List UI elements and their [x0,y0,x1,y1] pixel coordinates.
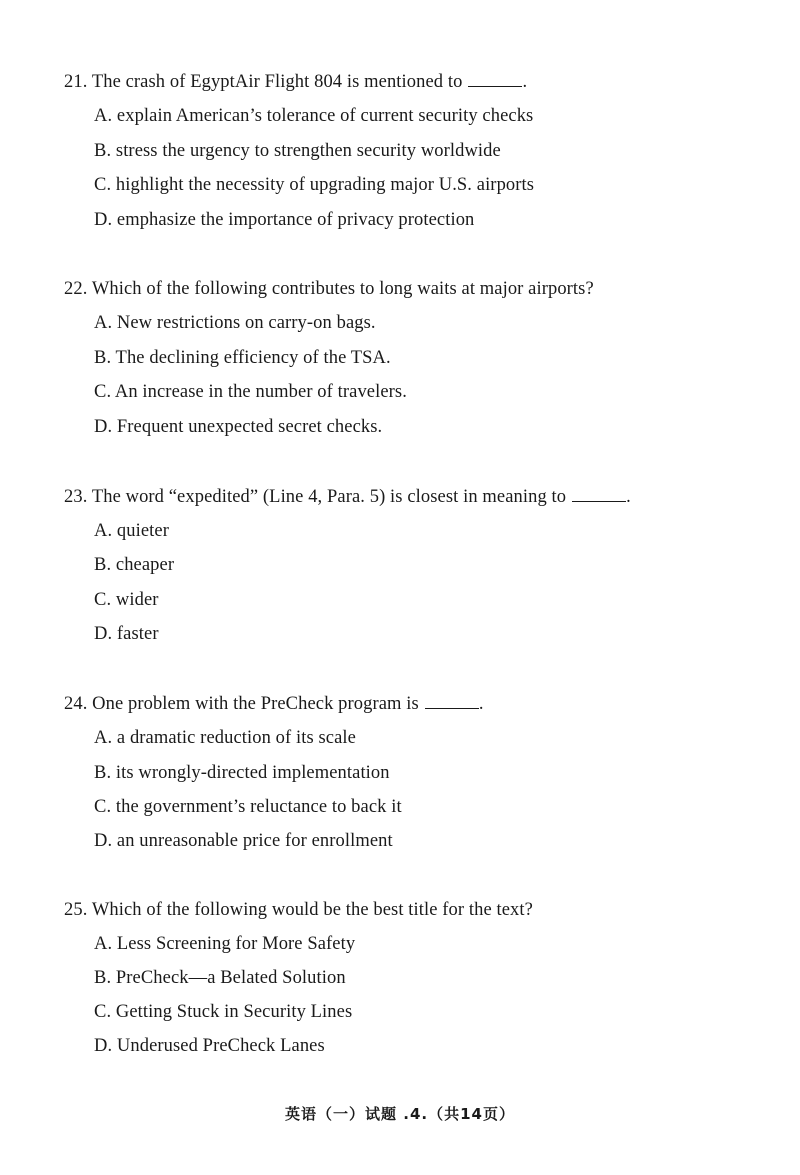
option-b: B. PreCheck—a Belated Solution [94,968,346,988]
option-b: B. its wrongly-directed implementation [94,763,390,783]
option-b: B. The declining efficiency of the TSA. [94,348,391,368]
question-stem [64,898,533,922]
option-a: A. explain American’s tolerance of current security checks [94,106,534,126]
question-stem [64,277,594,301]
question-stem [64,70,527,94]
option-d: D. an unreasonable price for enrollment [94,831,393,851]
question-stem-text: 25. Which of the following would be the best title for the text? [64,900,533,920]
option-b: B. stress the urgency to strengthen security worldwide [94,141,501,161]
option-d: D. Frequent unexpected secret checks. [94,417,383,437]
answer-blank [425,692,479,709]
stem-end: . [478,694,484,714]
question-stem [64,692,484,716]
answer-blank [572,485,626,502]
option-c: C. the government’s reluctance to back it [94,797,402,817]
option-a: A. Less Screening for More Safety [94,934,356,954]
option-a: A. a dramatic reduction of its scale [94,728,356,748]
stem-end: . [522,72,528,92]
option-a: A. New restrictions on carry-on bags. [94,313,376,333]
option-c: C. wider [94,590,159,610]
question-stem-text: 23. The word “expedited” (Line 4, Para. 5) is closest in meaning to [64,487,567,507]
option-d: D. Underused PreCheck Lanes [94,1036,325,1056]
option-c: C. Getting Stuck in Security Lines [94,1002,353,1022]
page-footer: 英语（一）试题 .4.（共14页） [285,1105,515,1123]
option-b: B. cheaper [94,555,175,575]
option-d: D. emphasize the importance of privacy protection [94,210,475,230]
option-a: A. quieter [94,521,169,541]
question-stem [64,485,631,509]
question-stem-text: 24. One problem with the PreCheck program is [64,694,419,714]
question-stem-text: 22. Which of the following contributes to long waits at major airports? [64,279,594,299]
option-d: D. faster [94,624,159,644]
answer-blank [468,70,522,87]
option-c: C. An increase in the number of travelers. [94,382,407,402]
question-stem-text: 21. The crash of EgyptAir Flight 804 is mentioned to [64,72,463,92]
stem-end: . [626,487,631,507]
option-c: C. highlight the necessity of upgrading major U.S. airports [94,175,535,195]
